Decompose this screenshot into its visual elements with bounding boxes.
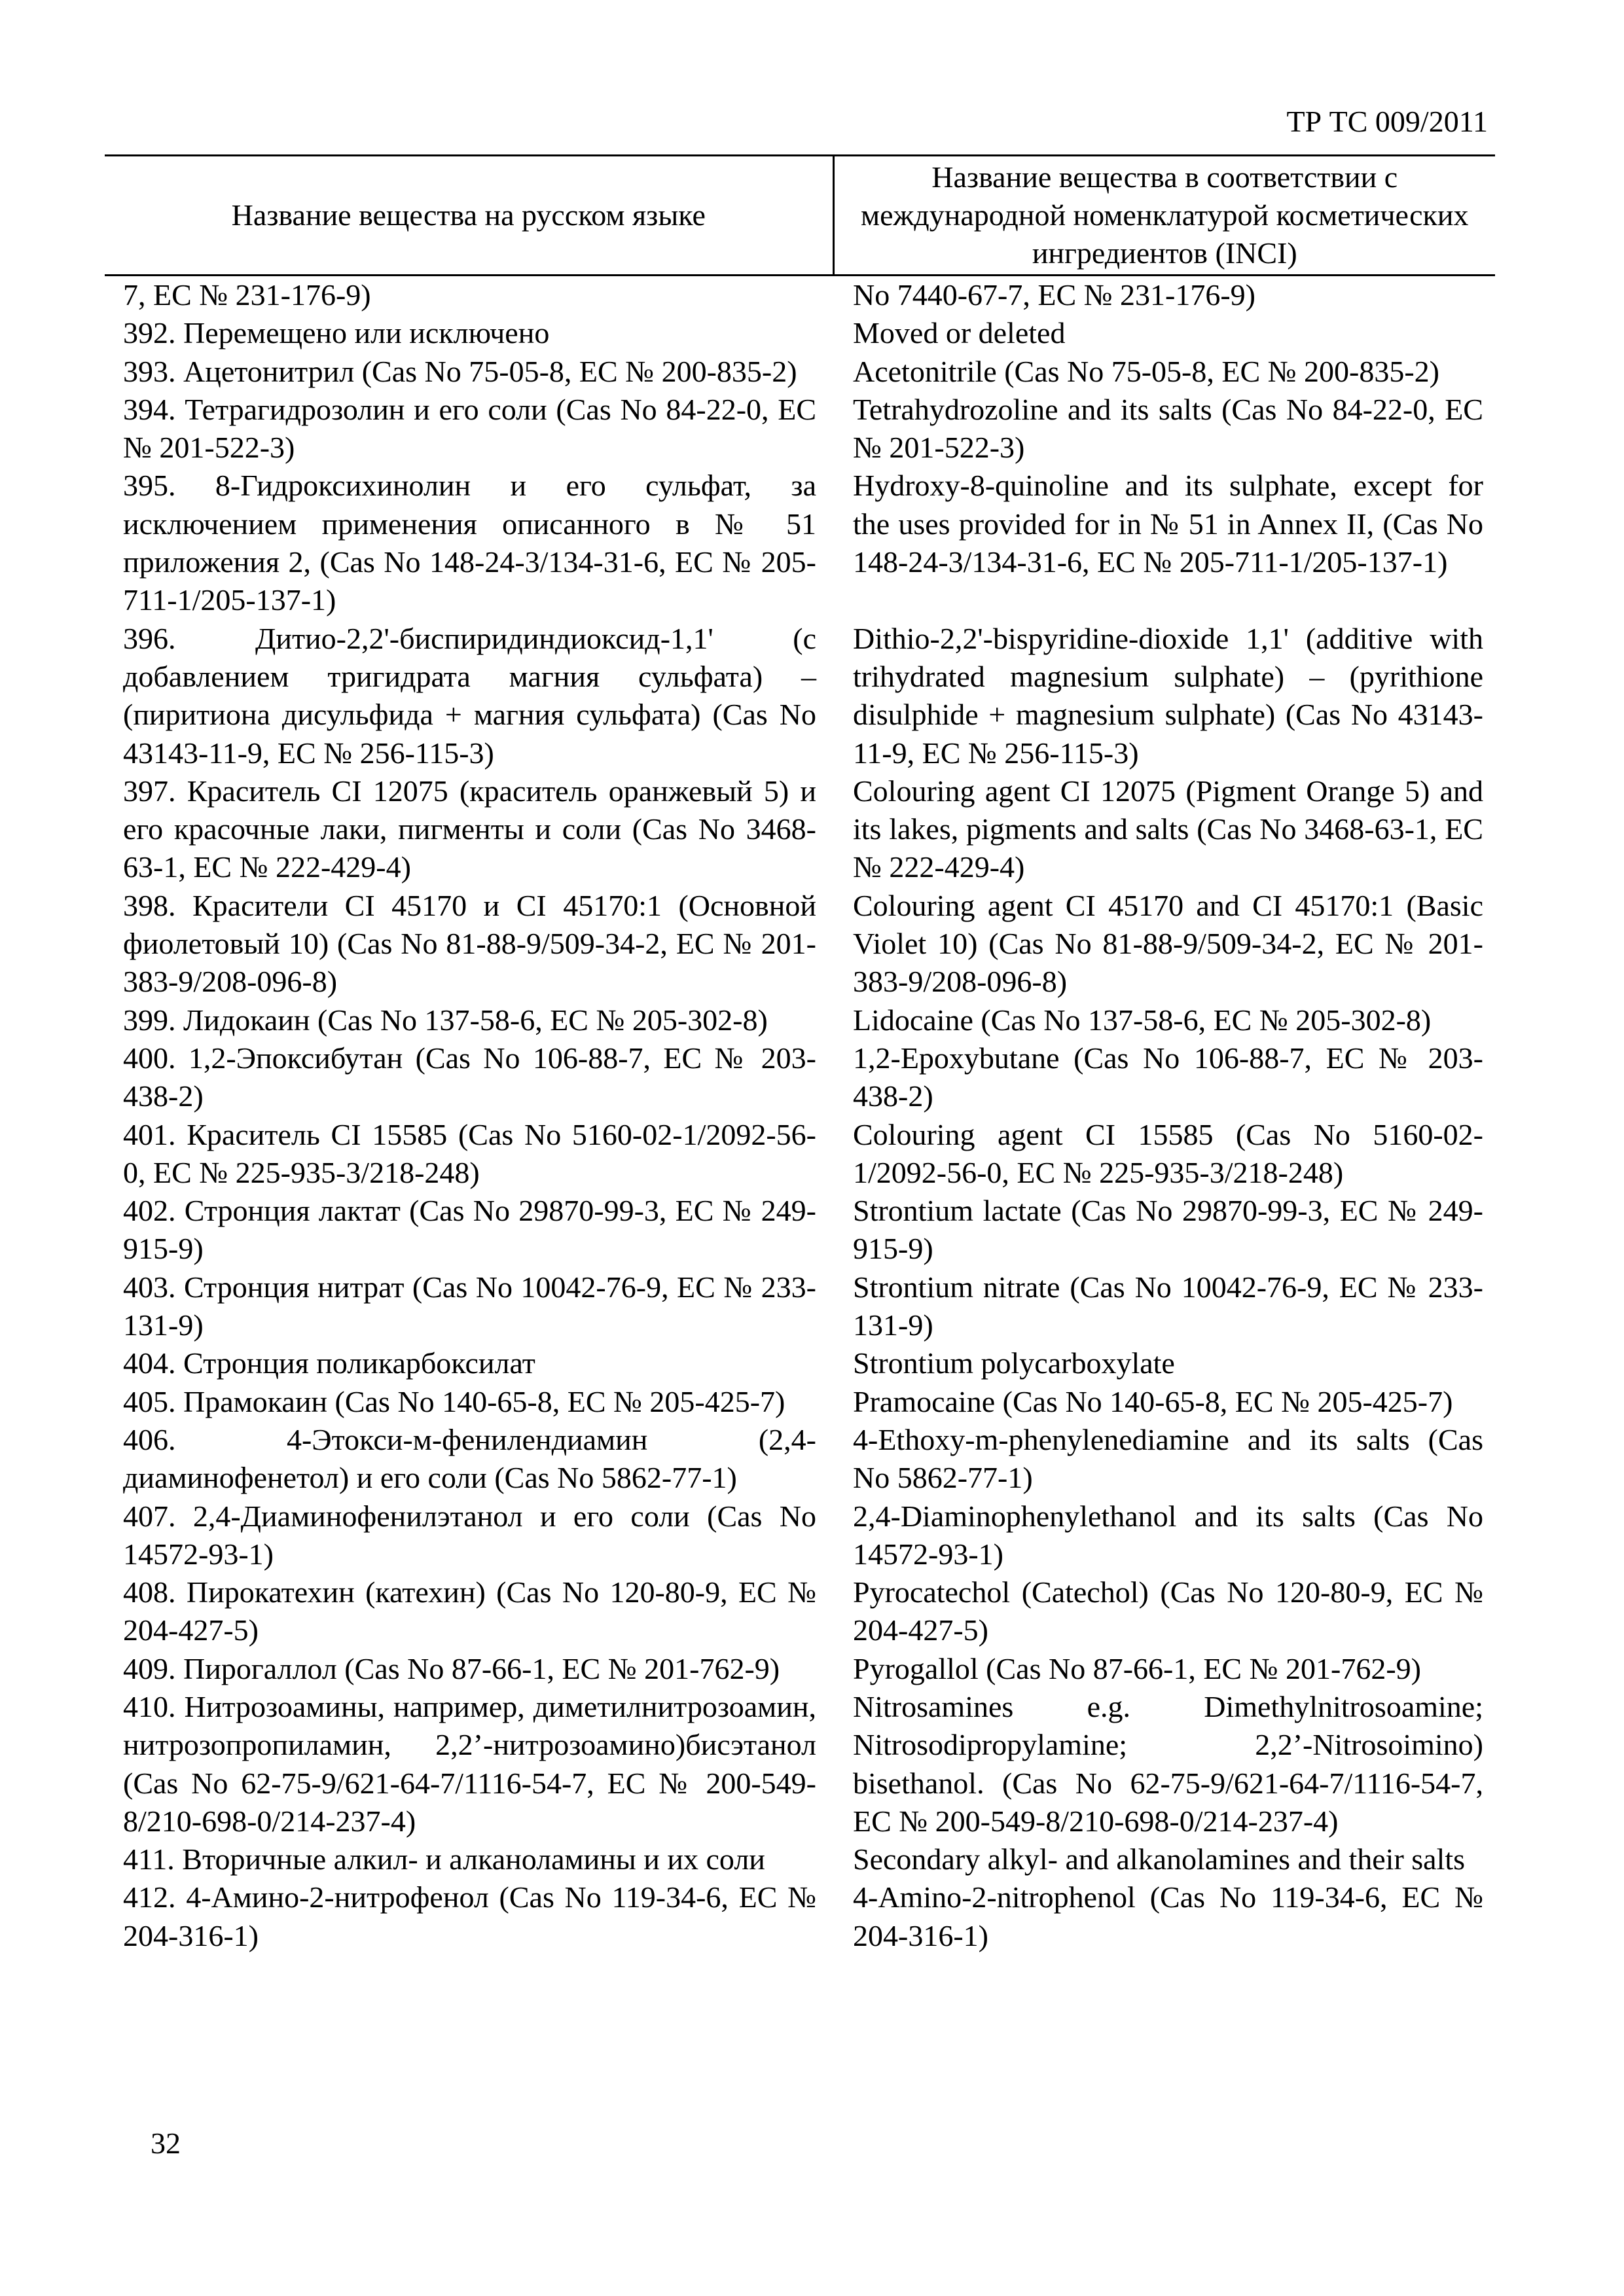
table-row xyxy=(105,1116,1495,1193)
table-row xyxy=(105,1268,1495,1345)
substance-name-russian: 398. Красители CI 45170 и CI 45170:1 (Основной фиолетовый 10) (Cas No 81-88-9/509-34-2, ЕС № 201-383-9/208-096-8) xyxy=(123,888,816,999)
substance-name-inci: Dithio-2,2'-bispyridine-dioxide 1,1' (additive with trihydrated magnesium sulphate) – (pyrithione disulphide + magnesium sulphate) (Cas No 43143-11-9, ЕС № 256-115-3) xyxy=(853,621,1483,770)
substance-name-inci: Pramocaine (Cas No 140-65-8, ЕС № 205-425-7) xyxy=(853,1384,1453,1418)
substance-name-russian: 403. Стронция нитрат (Cas No 10042-76-9, ЕС № 233-131-9) xyxy=(123,1270,816,1342)
substance-name-inci: Colouring agent CI 45170 and CI 45170:1 (Basic Violet 10) (Cas No 81-88-9/509-34-2, ЕС № 201-383-9/208-096-8) xyxy=(853,888,1483,999)
substance-name-inci: Strontium nitrate (Cas No 10042-76-9, ЕС № 233-131-9) xyxy=(853,1270,1483,1342)
table-row xyxy=(105,1192,1495,1268)
substance-name-inci: Secondary alkyl- and alkanolamines and their salts xyxy=(853,1842,1466,1876)
substance-name-inci: 2,4-Diaminophenylethanol and its salts (Cas No 14572-93-1) xyxy=(853,1499,1483,1571)
substance-name-inci: Colouring agent CI 12075 (Pigment Orange 5) and its lakes, pigments and salts (Cas No 3468-63-1, ЕС № 222-429-4) xyxy=(853,774,1483,884)
table-row xyxy=(105,1840,1495,1878)
substance-name-russian: 412. 4-Амино-2-нитрофенол (Cas No 119-34-6, ЕС № 204-316-1) xyxy=(123,1880,816,1952)
substance-name-russian: 406. 4-Этокси-м-фенилендиамин (2,4-диаминофенетол) и его соли (Cas No 5862-77-1) xyxy=(123,1422,816,1495)
substances-table-wrapper xyxy=(105,154,1495,1955)
table-row xyxy=(105,1573,1495,1650)
table-row xyxy=(105,391,1495,467)
substance-name-inci: Tetrahydrozoline and its salts (Cas No 84-22-0, ЕС № 201-522-3) xyxy=(853,392,1483,465)
table-row xyxy=(105,1688,1495,1840)
substance-name-russian: 393. Ацетонитрил (Cas No 75-05-8, ЕС № 200-835-2) xyxy=(123,354,797,388)
substance-name-inci: 1,2-Epoxybutane (Cas No 106-88-7, ЕС № 203-438-2) xyxy=(853,1041,1483,1113)
substance-name-inci: Acetonitrile (Cas No 75-05-8, ЕС № 200-835-2) xyxy=(853,354,1439,388)
table-row xyxy=(105,1421,1495,1498)
table-row xyxy=(105,1383,1495,1421)
substance-name-inci: 4-Amino-2-nitrophenol (Cas No 119-34-6, ЕС № 204-316-1) xyxy=(853,1880,1483,1952)
substance-name-russian: 409. Пирогаллол (Cas No 87-66-1, ЕС № 201-762-9) xyxy=(123,1651,780,1685)
substance-name-inci: Pyrogallol (Cas No 87-66-1, ЕС № 201-762-9) xyxy=(853,1651,1421,1685)
table-row xyxy=(105,1001,1495,1039)
column-header-russian: Название вещества на русском языке xyxy=(105,156,833,276)
page-number: 32 xyxy=(151,2126,181,2160)
table-row xyxy=(105,276,1495,315)
substances-table xyxy=(105,154,1495,1955)
table-row xyxy=(105,1039,1495,1116)
substance-name-russian: 411. Вторичные алкил- и алканоламины и их соли xyxy=(123,1842,765,1876)
substance-name-russian: 396. Дитио-2,2'-биспиридиндиоксид-1,1' (с добавлением тригидрата магния сульфата) – (пиритиона дисульфида + магния сульфата) (Cas No 43143-11-9, ЕС № 256-115-3) xyxy=(123,621,816,770)
document-code: ТР ТС 009/2011 xyxy=(1286,105,1488,138)
substance-name-inci: Strontium lactate (Cas No 29870-99-3, ЕС № 249-915-9) xyxy=(853,1194,1483,1266)
table-row xyxy=(105,1498,1495,1574)
substance-name-russian: 408. Пирокатехин (катехин) (Cas No 120-80-9, ЕС № 204-427-5) xyxy=(123,1575,816,1647)
substance-name-russian: 407. 2,4-Диаминофенилэтанол и его соли (Cas No 14572-93-1) xyxy=(123,1499,816,1571)
substance-name-russian: 7, ЕС № 231-176-9) xyxy=(123,278,371,312)
table-body xyxy=(105,276,1495,1956)
table-row xyxy=(105,620,1495,772)
substance-name-russian: 400. 1,2-Эпоксибутан (Cas No 106-88-7, ЕС № 203-438-2) xyxy=(123,1041,816,1113)
substance-name-inci: No 7440-67-7, ЕС № 231-176-9) xyxy=(853,278,1255,312)
table-row xyxy=(105,772,1495,887)
substance-name-russian: 401. Краситель CI 15585 (Cas No 5160-02-1/2092-56-0, ЕС № 225-935-3/218-248) xyxy=(123,1117,816,1189)
substance-name-inci: Strontium polycarboxylate xyxy=(853,1346,1175,1380)
substance-name-russian: 402. Стронция лактат (Cas No 29870-99-3, ЕС № 249-915-9) xyxy=(123,1194,816,1266)
substance-name-russian: 404. Стронция поликарбоксилат xyxy=(123,1346,535,1380)
table-row xyxy=(105,314,1495,352)
substance-name-russian: 405. Прамокаин (Cas No 140-65-8, ЕС № 205-425-7) xyxy=(123,1384,785,1418)
table-header-row xyxy=(105,156,1495,276)
substance-name-inci: Moved or deleted xyxy=(853,316,1066,350)
substance-name-inci: Pyrocatechol (Catechol) (Cas No 120-80-9, ЕС № 204-427-5) xyxy=(853,1575,1483,1647)
substance-name-inci: Hydroxy-8-quinoline and its sulphate, except for the uses provided for in № 51 in Annex II, (Cas No 148-24-3/134-31-6, ЕС № 205-711-1/205-137-1) xyxy=(853,469,1483,579)
substance-name-russian: 410. Нитрозоамины, например, диметилнитрозоамин, нитрозопропиламин, 2,2’-нитрозоамино)бисэтанол (Cas No 62-75-9/621-64-7/1116-54-7, ЕС № 200-549-8/210-698-0/214-237-4) xyxy=(123,1689,816,1838)
substance-name-inci: Nitrosamines e.g. Dimethylnitrosoamine; Nitrosodipropylamine; 2,2’-Nitrosoimino) bisethanol. (Cas No 62-75-9/621-64-7/1116-54-7, ЕС № 200-549-8/210-698-0/214-237-4) xyxy=(853,1689,1483,1838)
substance-name-russian: 399. Лидокаин (Cas No 137-58-6, ЕС № 205-302-8) xyxy=(123,1003,768,1037)
table-row xyxy=(105,1650,1495,1688)
substance-name-russian: 394. Тетрагидрозолин и его соли (Cas No 84-22-0, ЕС № 201-522-3) xyxy=(123,392,816,465)
table-row xyxy=(105,1878,1495,1955)
table-row xyxy=(105,1344,1495,1382)
substance-name-russian: 397. Краситель CI 12075 (краситель оранжевый 5) и его красочные лаки, пигменты и соли (Cas No 3468-63-1, ЕС № 222-429-4) xyxy=(123,774,816,884)
substance-name-inci: Colouring agent CI 15585 (Cas No 5160-02-1/2092-56-0, ЕС № 225-935-3/218-248) xyxy=(853,1117,1483,1189)
table-row xyxy=(105,353,1495,391)
table-row xyxy=(105,467,1495,619)
substance-name-russian: 395. 8-Гидроксихинолин и его сульфат, за исключением применения описанного в № 51 приложения 2, (Cas No 148-24-3/134-31-6, ЕС № 205-711-1/205-137-1) xyxy=(123,469,816,617)
column-header-inci: Название вещества в соответствии с международной номенклатурой косметических ингредиентов (INCI) xyxy=(833,156,1495,276)
substance-name-inci: Lidocaine (Cas No 137-58-6, ЕС № 205-302-8) xyxy=(853,1003,1432,1037)
table-row xyxy=(105,887,1495,1001)
substance-name-russian: 392. Перемещено или исключено xyxy=(123,316,550,350)
substance-name-inci: 4-Ethoxy-m-phenylenediamine and its salts (Cas No 5862-77-1) xyxy=(853,1422,1483,1495)
